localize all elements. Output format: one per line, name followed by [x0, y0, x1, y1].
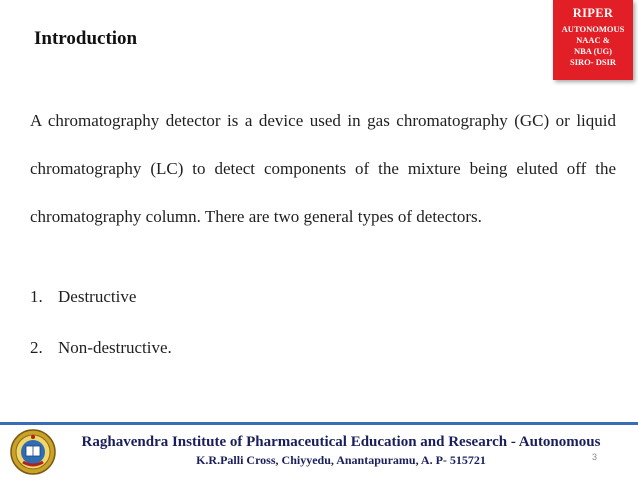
list-item-text: Destructive — [58, 287, 137, 306]
footer-institute-name: Raghavendra Institute of Pharmaceutical Education and Research - Autonomous — [81, 434, 601, 450]
page-number: 3 — [592, 452, 598, 462]
list-item-number: 2. — [30, 338, 43, 357]
badge-line: NBA (UG) — [573, 46, 612, 56]
badge-line: SIRO- DSIR — [569, 57, 617, 67]
badge-name: RIPER — [572, 6, 614, 20]
list-item-text: Non-destructive. — [58, 338, 172, 357]
footer-divider — [0, 422, 638, 425]
list-item — [30, 285, 136, 309]
list-item — [30, 336, 172, 360]
badge-line: NAAC & — [576, 35, 610, 45]
riper-badge — [553, 0, 633, 80]
list-item-number: 1. — [30, 287, 43, 306]
footer-address: K.R.Palli Cross, Chiyyedu, Anantapuramu, A. P- 515721 — [196, 453, 486, 467]
intro-paragraph: A chromatography detector is a device used in gas chromatography (GC) or liquid chromatography (LC) to detect components of the mixture being eluted off the chromatography column. There are two general types of detectors. — [30, 111, 616, 226]
college-emblem-icon — [9, 428, 57, 476]
badge-line: AUTONOMOUS — [561, 24, 625, 34]
slide-title: Introduction — [34, 28, 138, 49]
